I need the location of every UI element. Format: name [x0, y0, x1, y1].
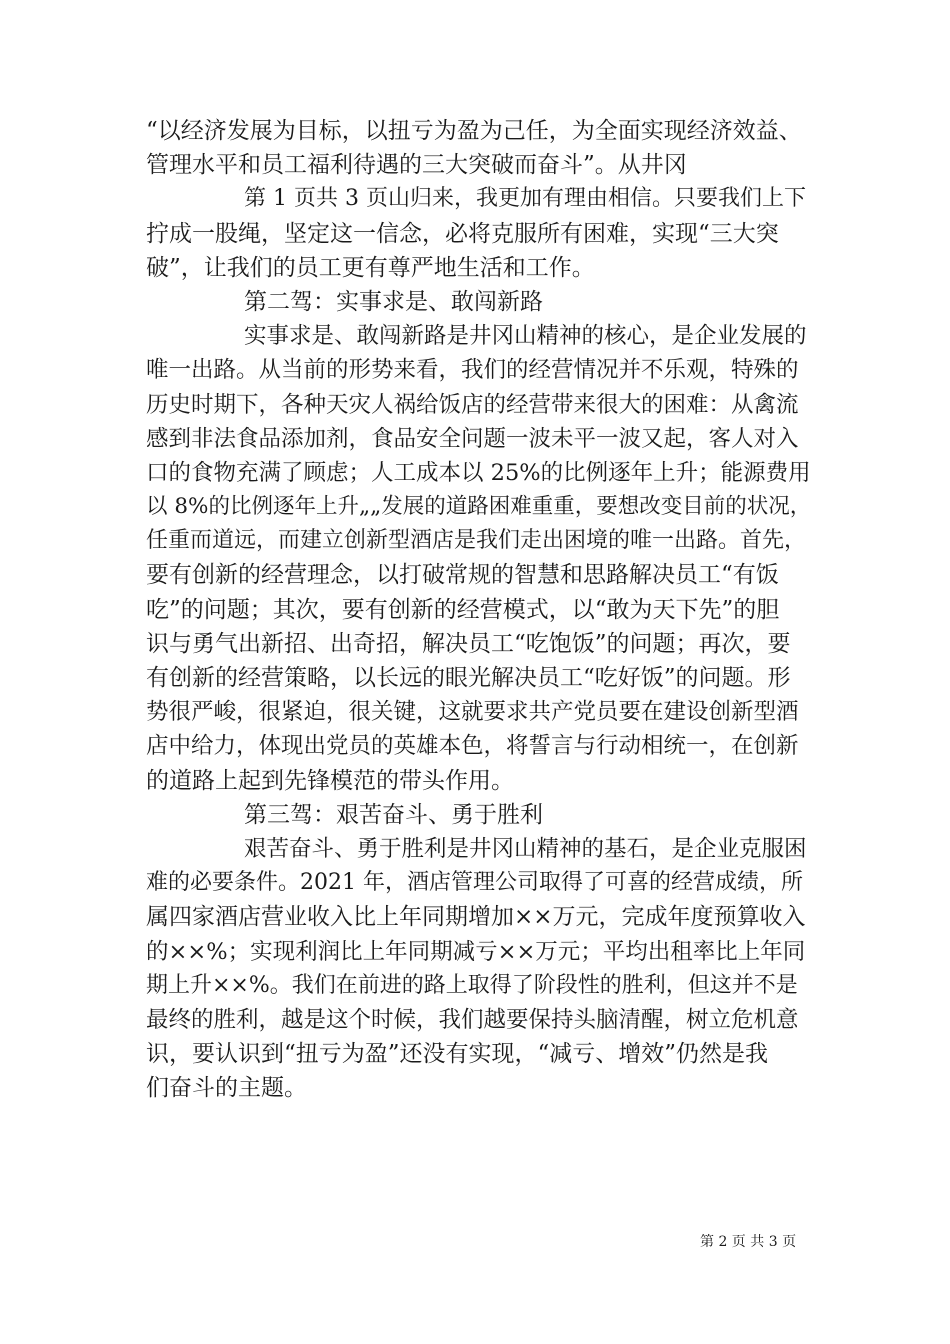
- text-line-2: 管理水平和员工福利待遇的三大突破而奋斗”。从井冈: [146, 152, 687, 179]
- text-line-26: 期上升××%。我们在前进的路上取得了阶段性的胜利，但这并不是: [146, 972, 798, 998]
- text-line-9: 历史时期下，各种天灾人祸给饭店的经营带来很大的困难：从禽流: [146, 391, 799, 418]
- text-line-16: 识与勇气出新招、出奇招，解决员工“吃饱饭”的问题；再次，要: [146, 630, 791, 657]
- text-line-10: 感到非法食品添加剂，食品安全问题一波未平一波又起，客人对入: [146, 425, 799, 452]
- text-line-24: 属四家酒店营业收入比上年同期增加××万元，完成年度预算收入: [146, 904, 806, 931]
- page-footer: 第 2 页 共 3 页: [700, 1234, 797, 1250]
- document-body: [146, 114, 810, 1105]
- text-line-18: 势很严峻，很紧迫，很关键，这就要求共产党员要在建设创新型酒: [146, 699, 799, 726]
- text-line-22: 艰苦奋斗、勇于胜利是井冈山精神的基石，是企业克服困: [244, 835, 807, 862]
- text-line-11: 口的食物充满了顾虑；人工成本以 25%的比例逐年上升；能源费用: [146, 459, 811, 486]
- text-line-23: 难的必要条件。2021 年，酒店管理公司取得了可喜的经营成绩，所: [146, 870, 803, 896]
- text-line-20: 的道路上起到先锋模范的带头作用。: [146, 767, 514, 794]
- text-line-29: 们奋斗的主题。: [146, 1075, 307, 1102]
- text-line-19: 店中给力，体现出党员的英雄本色，将誓言与行动相统一，在创新: [146, 733, 799, 760]
- text-line-25: 的××%；实现利润比上年同期减亏××万元；平均出租率比上年同: [146, 938, 806, 965]
- section-heading-3: 第三驾：艰苦奋斗、勇于胜利: [244, 801, 543, 828]
- text-line-3: 第 1 页共 3 页山归来，我更加有理由相信。只要我们上下: [244, 186, 806, 212]
- text-line-7: 实事求是、敢闯新路是井冈山精神的核心，是企业发展的: [244, 323, 807, 350]
- text-line-5: 破”，让我们的员工更有尊严地生活和工作。: [146, 254, 595, 281]
- text-line-27: 最终的胜利，越是这个时候，我们越要保持头脑清醒，树立危机意: [146, 1006, 799, 1033]
- text-line-4: 拧成一股绳，坚定这一信念，必将克服所有困难，实现“三大突: [146, 220, 779, 247]
- text-line-13: 任重而道远，而建立创新型酒店是我们走出困境的唯一出路。首先，: [146, 528, 807, 554]
- text-line-28: 识，要认识到“扭亏为盈”还没有实现，“减亏、增效”仍然是我: [146, 1041, 769, 1068]
- text-line-15: 吃”的问题；其次，要有创新的经营模式，以“敢为天下先”的胆: [146, 596, 780, 623]
- section-heading-2: 第二驾：实事求是、敢闯新路: [244, 288, 543, 315]
- text-line-12: 以 8%的比例逐年上升„„发展的道路困难重重，要想改变目前的状况，: [146, 494, 812, 520]
- text-line-14: 要有创新的经营理念，以打破常规的智慧和思路解决员工“有饭: [146, 562, 779, 589]
- text-line-1: “以经济发展为目标，以扭亏为盈为己任，为全面实现经济效益、: [146, 118, 802, 144]
- text-line-17: 有创新的经营策略，以长远的眼光解决员工“吃好饭”的问题。形: [146, 665, 791, 691]
- text-line-8: 唯一出路。从当前的形势来看，我们的经营情况并不乐观，特殊的: [146, 357, 799, 384]
